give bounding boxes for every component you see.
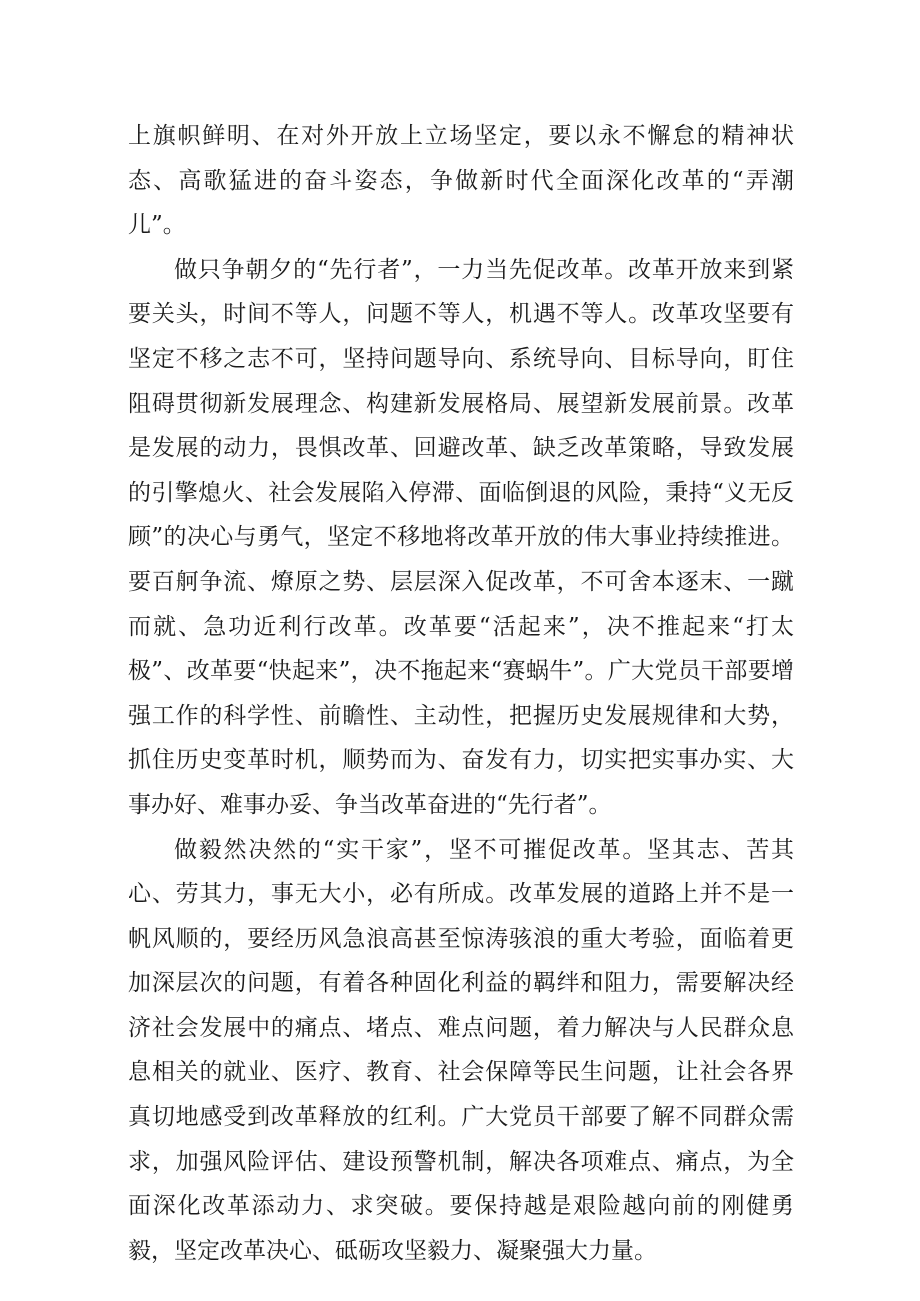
paragraph-doer: 做毅然决然的“实干家”，坚不可摧促改革。坚其志、苦其心、劳其力，事无大小，必有所成。改革发展的道路上并不是一帆风顺的，要经历风急浪高甚至惊涛骇浪的重大考验，面临着更加深层次的问题，有着各种固化利益的羁绊和阻力，需要解决经济社会发展中的痛点、堵点、难点问题，着力解决与人民群众息息相关的就业、医疗、教育、社会保障等民生问题，让社会各界真切地感受到改革释放的红利。广大党员干部要了解不同群众需求，加强风险评估、建设预警机制，解决各项难点、痛点，为全面深化改革添动力、求突破。要保持越是艰险越向前的刚健勇毅，坚定改革决心、砥砺攻坚毅力、凝聚强大力量。	[128, 836, 794, 1264]
paragraph-continuation: 上旗帜鲜明、在对外开放上立场坚定，要以永不懈怠的精神状态、高歌猛进的奋斗姿态，争做新时代全面深化改革的“弄潮儿”。	[128, 123, 794, 239]
paragraph-pioneer: 做只争朝夕的“先行者”，一力当先促改革。改革开放来到紧要关头，时间不等人，问题不等人，机遇不等人。改革攻坚要有坚定不移之志不可，坚持问题导向、系统导向、目标导向，盯住阻碍贯彻新发展理念、构建新发展格局、展望新发展前景。改革是发展的动力，畏惧改革、回避改革、缺乏改革策略，导致发展的引擎熄火、社会发展陷入停滞、面临倒退的风险，秉持“义无反顾”的决心与勇气，坚定不移地将改革开放的伟大事业持续推进。要百舸争流、燎原之势、层层深入促改革，不可舍本逐末、一蹴而就、急功近利行改革。改革要“活起来”，决不推起来“打太极”、改革要“快起来”，决不拖起来“赛蜗牛”。广大党员干部要增强工作的科学性、前瞻性、主动性，把握历史发展规律和大势，抓住历史变革时机，顺势而为、奋发有力，切实把实事办实、大事办好、难事办妥、争当改革奋进的“先行者”。	[128, 256, 794, 818]
document-body	[128, 114, 794, 1273]
